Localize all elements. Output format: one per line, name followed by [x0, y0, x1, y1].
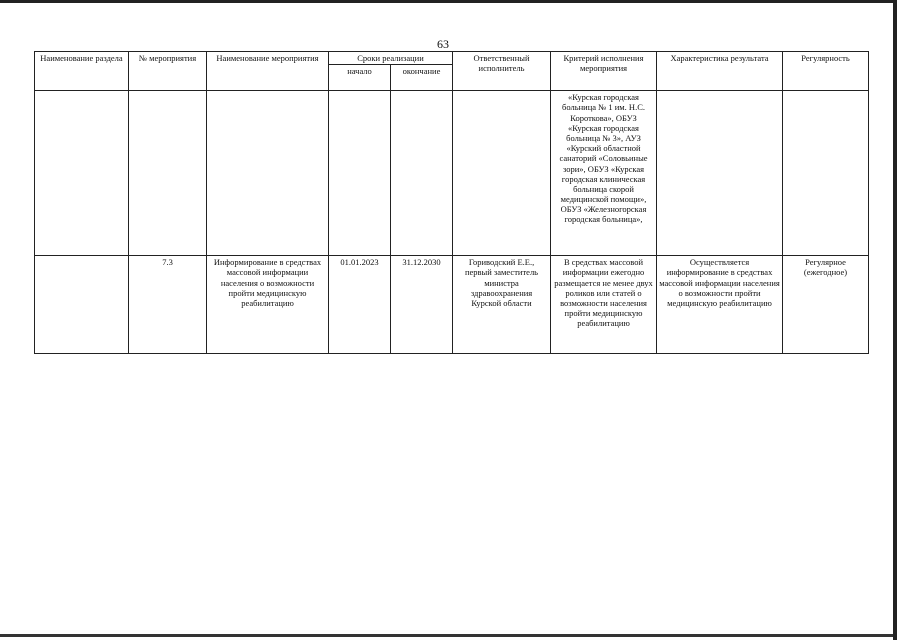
cell-empty — [129, 91, 207, 256]
cell-start-date: 01.01.2023 — [329, 256, 391, 354]
header-result: Характеристика результата — [657, 52, 783, 91]
cell-end-date: 31.12.2030 — [391, 256, 453, 354]
cell-regularity: Регулярное (ежегодное) — [783, 256, 869, 354]
cell-empty — [453, 91, 551, 256]
header-timeframe: Сроки реализации — [329, 52, 453, 65]
events-table — [34, 51, 869, 354]
header-section-name: Наименование раздела — [35, 52, 129, 91]
header-end: окончание — [391, 65, 453, 91]
cell-empty — [391, 91, 453, 256]
table-row — [35, 256, 869, 354]
cell-criterion-continuation: «Курская городская больница № 1 им. Н.С. Короткова», ОБУЗ «Курская городская больница № 3», АУЗ «Курский областной санаторий «Соловьиные зори», ОБУЗ «Курская городская клиническая больница скорой медицинской помощи», ОБУЗ «Железногорская городская больница», — [551, 91, 657, 256]
cell-responsible: Гориводский Е.Е., первый заместитель министра здравоохранения Курской области — [453, 256, 551, 354]
page-number: 63 — [437, 37, 449, 51]
cell-event-name: Информирование в средствах массовой информации населения о возможности пройти медицинскую реабилитацию — [207, 256, 329, 354]
header-responsible: Ответственный исполнитель — [453, 52, 551, 91]
header-event-number: № мероприятия — [129, 52, 207, 91]
cell-empty — [657, 91, 783, 256]
cell-empty — [207, 91, 329, 256]
cell-empty — [35, 91, 129, 256]
header-criterion: Критерий исполнения мероприятия — [551, 52, 657, 91]
table-row — [35, 91, 869, 256]
header-start: начало — [329, 65, 391, 91]
cell-result: Осуществляется информирование в средствах массовой информации населения о возможности пройти медицинскую реабилитацию — [657, 256, 783, 354]
scan-bottom-border — [0, 634, 893, 637]
cell-section-name — [35, 256, 129, 354]
scan-top-border — [0, 0, 897, 3]
scan-right-border — [893, 0, 897, 640]
header-regularity: Регулярность — [783, 52, 869, 91]
header-event-name: Наименование мероприятия — [207, 52, 329, 91]
cell-empty — [783, 91, 869, 256]
cell-criterion: В средствах массовой информации ежегодно размещается не менее двух роликов или статей о возможности населения пройти медицинскую реабилитацию — [551, 256, 657, 354]
cell-empty — [329, 91, 391, 256]
cell-event-number: 7.3 — [129, 256, 207, 354]
